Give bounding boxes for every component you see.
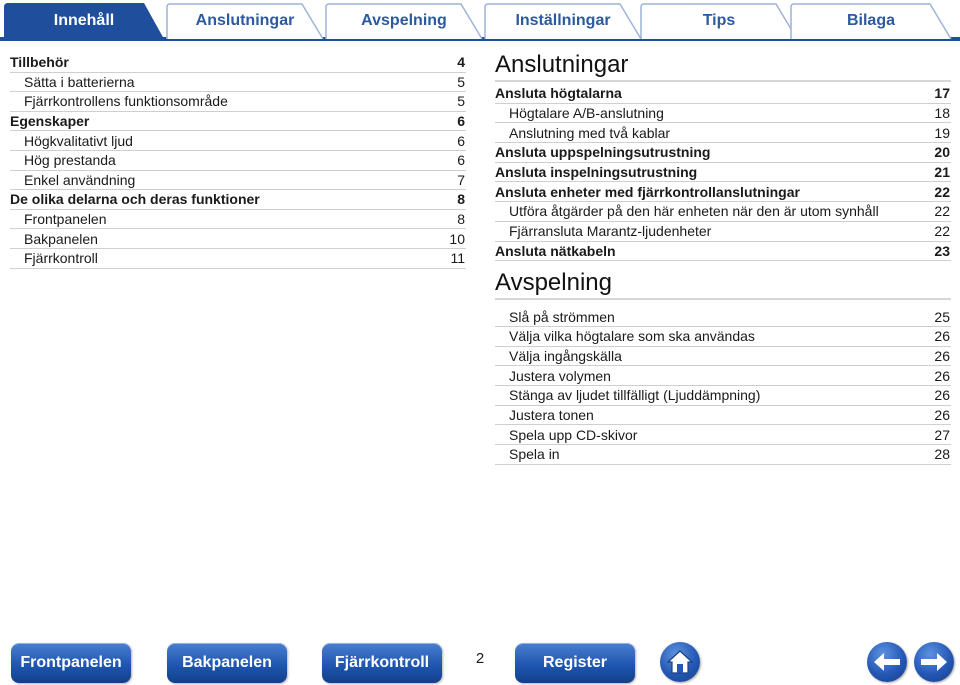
toc-entry[interactable] [495,84,951,104]
toc-entry-label: Välja ingångskälla [509,347,622,364]
toc-entry[interactable] [10,92,466,112]
tab-bar [0,0,960,42]
home-icon [666,649,694,675]
toc-entry-label: Högkvalitativt ljud [24,132,133,149]
toc-entry-label: Stänga av ljudet tillfälligt (Ljuddämpning) [509,387,761,404]
register-button[interactable] [515,643,635,683]
toc-entry[interactable] [10,229,466,249]
bakpanelen-button[interactable] [167,643,287,683]
fjarrkontroll-button-label: Fjärrkontroll [334,654,430,671]
register-button-label: Register [542,654,608,671]
toc-entry-page: 27 [934,426,950,443]
toc-entry-label: Frontpanelen [24,211,107,228]
toc-entry-label: Justera tonen [509,406,594,423]
toc-entry[interactable] [10,151,466,171]
toc-entry[interactable] [10,210,466,230]
toc-entry-label: Ansluta nätkabeln [495,242,616,259]
tab-tips-label: Tips [702,12,736,29]
toc-entry[interactable] [495,327,951,347]
toc-entry-page: 8 [457,191,465,208]
toc-entry-label: Tillbehör [10,54,69,71]
previous-page-button[interactable] [867,642,907,682]
fjarrkontroll-button[interactable] [322,643,442,683]
tab-installningar[interactable] [484,3,642,39]
toc-entry-page: 20 [934,144,950,161]
toc-entry[interactable] [495,123,951,143]
toc-entry[interactable] [495,386,951,406]
toc-entry[interactable] [495,366,951,386]
tab-bilaga-label: Bilaga [846,12,895,29]
toc-entry-label: Spela upp CD-skivor [509,426,638,443]
toc-entry[interactable] [495,143,951,163]
toc-entry-page: 26 [934,387,950,404]
toc-entry-label: Fjärrkontroll [24,250,98,267]
toc-entry[interactable] [495,182,951,202]
arrow-left-icon [872,651,902,673]
toc-entry-label: Välja vilka högtalare som ska användas [509,328,755,345]
toc-entry[interactable] [10,112,466,132]
toc-entry-page: 17 [934,85,950,102]
toc-entry-page: 22 [934,183,950,200]
toc-entry-page: 4 [457,54,465,71]
toc-entry-page: 11 [450,250,465,267]
toc-entry-page: 23 [934,242,950,259]
toc-entry-label: Fjärransluta Marantz-ljudenheter [509,223,712,240]
toc-entry-page: 26 [934,328,950,345]
toc-entry-page: 22 [934,203,950,220]
tab-anslutningar-label: Anslutningar [195,12,295,29]
frontpanelen-button[interactable] [11,643,131,683]
toc-entry-label: Ansluta högtalarna [495,85,622,102]
page-number: 2 [475,650,485,667]
toc-entry-page: 6 [457,152,465,169]
toc-entry-label: Utföra åtgärder på den här enheten när den är utom synhåll [509,203,879,220]
tab-innehall[interactable] [4,3,164,39]
toc-entry[interactable] [495,307,951,327]
tab-installningar-label: Inställningar [515,12,611,29]
tab-innehall-label: Innehåll [53,12,115,29]
toc-entry-page: 5 [457,93,465,110]
bakpanelen-button-label: Bakpanelen [182,654,272,671]
tab-bilaga[interactable] [790,3,952,39]
toc-right-column [495,50,951,465]
toc-entry-label: Fjärrkontrollens funktionsområde [24,93,228,110]
toc-entry-label: De olika delarna och deras funktioner [10,191,260,208]
toc-entry[interactable] [495,202,951,222]
toc-entry-label: Högtalare A/B-anslutning [509,105,664,122]
toc-left-column [10,53,466,269]
toc-entry[interactable] [495,163,951,183]
frontpanelen-button-label: Frontpanelen [20,654,122,671]
toc-entry[interactable] [495,445,951,465]
next-page-button[interactable] [914,642,954,682]
toc-entry-label: Slå på strömmen [509,308,615,325]
toc-entry-page: 6 [457,132,465,149]
toc-entry[interactable] [495,104,951,124]
toc-entry-page: 5 [457,73,465,90]
toc-entry-page: 19 [934,124,950,141]
toc-entry-page: 22 [934,223,950,240]
toc-entry-page: 18 [934,105,950,122]
toc-entry[interactable] [10,53,466,73]
toc-entry-label: Egenskaper [10,113,90,130]
toc-entry[interactable] [495,406,951,426]
toc-entry-page: 28 [934,446,950,463]
arrow-right-icon [919,651,949,673]
toc-entry-label: Ansluta inspelningsutrustning [495,164,698,181]
toc-entry[interactable] [495,347,951,367]
toc-entry-page: 21 [934,164,950,181]
tab-avspelning-label: Avspelning [361,12,447,29]
anslutningar-list [495,84,951,261]
avspelning-list [495,307,951,465]
toc-entry-page: 26 [934,406,950,423]
toc-entry-page: 26 [934,347,950,364]
toc-entry-label: Sätta i batterierna [24,73,135,90]
tab-avspelning[interactable] [325,3,483,39]
toc-entry-label: Justera volymen [509,367,611,384]
toc-entry-page: 7 [457,171,465,188]
toc-entry-label: Spela in [509,446,560,463]
toc-entry-page: 8 [457,211,465,228]
home-button[interactable] [660,642,700,682]
toc-entry[interactable] [10,249,466,269]
toc-entry-label: Hög prestanda [24,152,116,169]
section-title-avspelning: Avspelning [495,268,951,300]
toc-entry-label: Ansluta uppspelningsutrustning [495,144,711,161]
toc-entry-page: 25 [934,308,950,325]
toc-entry[interactable] [495,242,951,262]
toc-entry-page: 10 [449,230,465,247]
toc-entry[interactable] [495,222,951,242]
toc-entry-label: Anslutning med två kablar [509,124,671,141]
toc-entry-label: Ansluta enheter med fjärrkontrollanslutningar [495,183,800,200]
toc-entry-label: Bakpanelen [24,230,98,247]
toc-entry-page: 6 [457,113,465,130]
toc-entry[interactable] [10,171,466,191]
toc-entry[interactable] [10,190,466,210]
toc-entry-label: Enkel användning [24,171,136,188]
toc-entry[interactable] [10,131,466,151]
tab-anslutningar[interactable] [166,3,324,39]
toc-entry-page: 26 [934,367,950,384]
tab-tips[interactable] [640,3,798,39]
toc-entry[interactable] [10,73,466,93]
section-title-anslutningar: Anslutningar [495,50,951,82]
toc-entry[interactable] [495,425,951,445]
